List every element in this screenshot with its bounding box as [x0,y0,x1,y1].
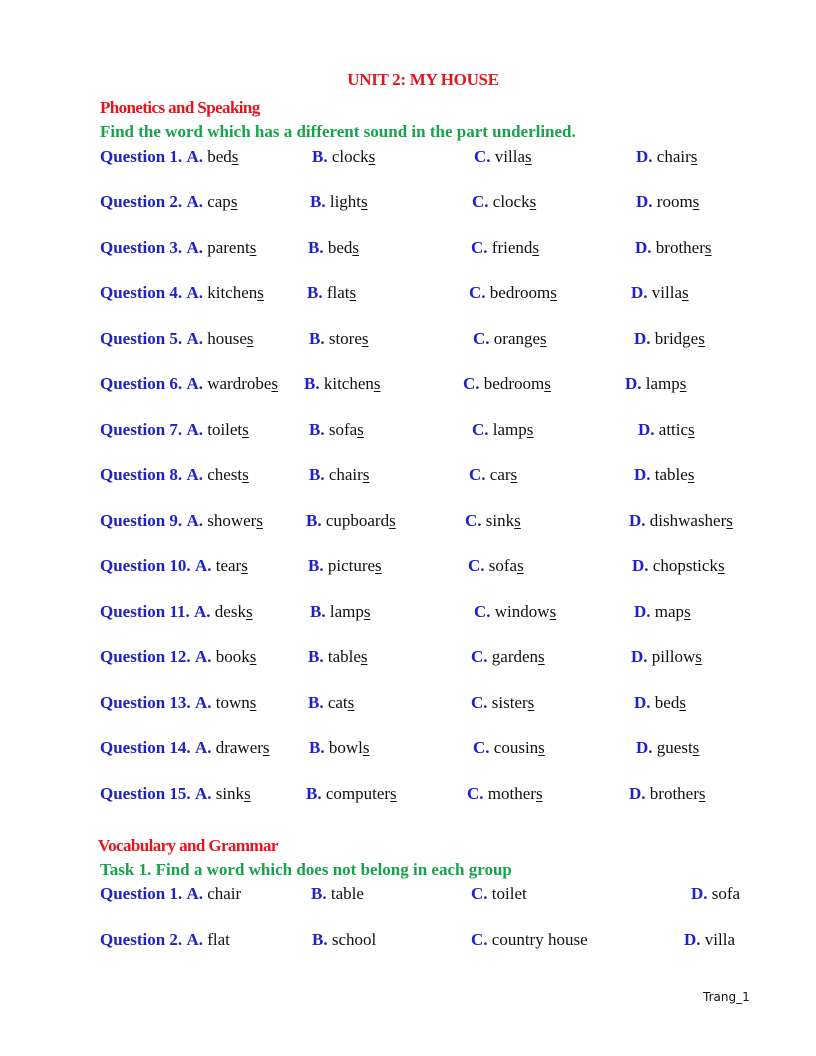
question-label: Question 1. [100,147,183,166]
answer-option [636,736,699,760]
answer-option [473,736,545,760]
option-word: lamp [492,420,527,439]
underlined-ending: s [544,374,551,393]
option-word: flat [326,283,350,302]
underlined-ending: s [390,784,397,803]
option-word: sofa [711,884,741,903]
answer-option [100,736,270,760]
phonetics-heading: Phonetics and Speaking [100,98,260,117]
answer-option [468,554,524,578]
underlined-ending: s [352,238,360,257]
option-letter: A. [186,884,203,903]
option-word: villa [494,147,525,166]
option-word: table [327,647,361,666]
answer-option [309,418,364,442]
option-letter: D. [638,420,655,439]
option-letter: B. [304,374,320,393]
option-word: shower [207,511,257,530]
answer-option [684,928,735,952]
page-title: UNIT 2: MY HOUSE [347,70,499,89]
option-letter: C. [471,647,488,666]
answer-option [474,145,532,169]
option-word: mother [487,784,536,803]
answer-option [100,190,237,214]
question-label: Question 15. [100,784,191,803]
answer-option [469,463,517,487]
underlined-ending: s [679,374,687,393]
option-word: parent [207,238,250,257]
option-letter: C. [472,192,489,211]
option-word: sofa [328,420,358,439]
option-letter: B. [312,147,328,166]
option-word: brother [655,238,705,257]
underlined-ending: s [360,647,368,666]
answer-option [472,190,536,214]
underlined-ending: s [249,693,257,712]
option-letter: A. [186,511,203,530]
vocabulary-heading: Vocabulary and Grammar [98,836,278,855]
underlined-ending: s [726,511,733,530]
answer-option [636,190,699,214]
underlined-ending: s [257,283,264,302]
underlined-ending: s [687,465,695,484]
answer-option [312,145,375,169]
answer-option [467,782,543,806]
answer-option [469,281,557,305]
option-word: cat [327,693,348,712]
option-letter: A. [194,738,212,757]
underlined-ending: s [373,374,381,393]
option-word: kitchen [323,374,374,393]
question-label: Question 1. [100,884,183,903]
answer-option [471,928,588,952]
option-word: map [654,602,685,621]
underlined-ending: s [695,647,702,666]
option-letter: C. [468,556,485,575]
option-letter: D. [634,329,651,348]
option-word: chair [328,465,363,484]
underlined-ending: s [262,738,270,757]
option-letter: A. [186,238,203,257]
answer-option [471,645,545,669]
underlined-ending: s [538,647,545,666]
answer-option [100,418,249,442]
underlined-ending: s [692,192,700,211]
underlined-ending: s [535,784,543,803]
option-letter: C. [469,283,486,302]
option-letter: D. [634,465,651,484]
underlined-ending: s [717,556,725,575]
option-letter: D. [684,930,701,949]
answer-option [463,372,551,396]
underlined-ending: s [532,238,539,257]
option-word: store [328,329,362,348]
answer-option [308,554,382,578]
option-letter: A. [194,784,212,803]
underlined-ending: s [389,511,396,530]
underlined-ending: s [550,283,557,302]
option-letter: A. [186,283,203,302]
option-word: bed [207,147,232,166]
underlined-ending: s [361,329,369,348]
option-letter: D. [634,693,651,712]
option-word: bridge [654,329,699,348]
answer-option [304,372,381,396]
answer-option [306,782,397,806]
underlined-ending: s [249,238,257,257]
answer-option [100,600,253,624]
option-word: country house [491,930,588,949]
option-word: lamp [645,374,680,393]
option-letter: C. [471,884,488,903]
answer-option [310,190,368,214]
question-label: Question 6. [100,374,183,393]
option-letter: D. [625,374,642,393]
option-letter: C. [473,738,490,757]
answer-option [308,236,359,260]
answer-option [309,736,369,760]
option-letter: B. [309,738,325,757]
answer-option [308,691,354,715]
answer-option [474,600,556,624]
option-letter: A. [194,602,211,621]
question-label: Question 4. [100,283,183,302]
answer-option [631,645,702,669]
option-word: friend [491,238,533,257]
option-letter: A. [186,420,203,439]
option-word: orange [493,329,541,348]
answer-option [631,281,689,305]
option-word: light [329,192,362,211]
answer-option [465,509,521,533]
answer-option [100,645,256,669]
option-word: sink [215,784,245,803]
answer-option [306,509,396,533]
option-word: chest [207,465,243,484]
answer-option [307,281,356,305]
option-letter: D. [632,556,649,575]
option-letter: C. [465,511,482,530]
answer-option [473,327,547,351]
option-letter: B. [309,420,325,439]
option-word: toilet [491,884,527,903]
option-letter: B. [309,329,325,348]
underlined-ending: s [230,192,238,211]
answer-option [471,236,539,260]
underlined-ending: s [242,465,249,484]
underlined-ending: s [249,647,257,666]
answer-option [634,691,686,715]
option-letter: D. [631,283,648,302]
option-word: sink [485,511,515,530]
underlined-ending: s [231,147,239,166]
option-word: dishwasher [649,511,727,530]
option-letter: B. [310,192,326,211]
option-letter: D. [629,511,646,530]
option-word: computer [325,784,391,803]
underlined-ending: s [271,374,279,393]
page-number: Trang_1 [703,990,750,1004]
option-word: table [330,884,364,903]
answer-option [100,236,256,260]
option-word: pillow [651,647,696,666]
underlined-ending: s [692,738,700,757]
option-letter: B. [306,784,322,803]
option-letter: C. [473,329,490,348]
answer-option [634,327,705,351]
answer-option [634,600,691,624]
underlined-ending: s [363,602,371,621]
underlined-ending: s [526,420,534,439]
answer-option [100,882,241,906]
underlined-ending: s [375,556,382,575]
answer-option [100,691,256,715]
option-word: school [331,930,377,949]
underlined-ending: s [347,693,355,712]
option-letter: D. [634,602,651,621]
answer-option [312,928,376,952]
underlined-ending: s [525,147,532,166]
underlined-ending: s [540,329,547,348]
option-word: desk [214,602,246,621]
option-word: cousin [493,738,539,757]
option-letter: B. [309,465,325,484]
option-word: clock [492,192,530,211]
option-word: attic [658,420,689,439]
underlined-ending: s [527,693,535,712]
underlined-ending: s [690,147,698,166]
option-letter: B. [312,930,328,949]
answer-option [311,882,364,906]
option-word: cupboard [325,511,390,530]
underlined-ending: s [357,420,364,439]
underlined-ending: s [361,192,368,211]
option-letter: A. [186,374,203,393]
answer-option [100,782,251,806]
answer-option [632,554,725,578]
underlined-ending: s [517,556,524,575]
option-word: toilet [207,420,243,439]
option-word: chopstick [652,556,718,575]
option-letter: D. [629,784,646,803]
option-letter: A. [194,556,212,575]
question-label: Question 5. [100,329,183,348]
option-letter: C. [471,238,488,257]
option-word: flat [207,930,230,949]
option-letter: A. [194,647,212,666]
underlined-ending: s [704,238,712,257]
option-word: bedroom [489,283,551,302]
option-letter: D. [631,647,648,666]
option-word: drawer [215,738,263,757]
option-letter: A. [186,465,203,484]
underlined-ending: s [242,420,249,439]
question-label: Question 11. [100,602,190,621]
question-label: Question 7. [100,420,183,439]
option-letter: A. [186,147,203,166]
answer-option [100,145,238,169]
answer-option [625,372,686,396]
option-letter: C. [471,693,488,712]
underlined-ending: s [688,420,695,439]
option-letter: B. [306,511,322,530]
underlined-ending: s [682,283,689,302]
option-word: lamp [329,602,364,621]
answer-option [100,327,254,351]
option-word: kitchen [207,283,258,302]
option-word: table [654,465,688,484]
option-letter: B. [308,556,324,575]
question-label: Question 14. [100,738,191,757]
option-letter: A. [186,329,203,348]
answer-option [100,554,248,578]
underlined-ending: s [514,511,521,530]
question-label: Question 12. [100,647,191,666]
option-letter: B. [307,283,323,302]
question-label: Question 3. [100,238,183,257]
answer-option [471,882,527,906]
answer-option [309,327,369,351]
option-letter: C. [474,602,491,621]
option-letter: D. [635,238,652,257]
option-word: window [494,602,550,621]
underlined-ending: s [362,738,370,757]
option-word: chair [656,147,691,166]
option-word: brother [649,784,699,803]
answer-option [100,372,278,396]
question-label: Question 9. [100,511,183,530]
option-letter: B. [310,602,326,621]
answer-option [100,928,230,952]
option-word: wardrobe [207,374,272,393]
option-letter: B. [308,647,324,666]
option-word: sofa [488,556,518,575]
underlined-ending: s [244,784,251,803]
underlined-ending: s [549,602,557,621]
underlined-ending: s [246,329,254,348]
option-word: house [207,329,247,348]
option-letter: A. [186,930,203,949]
option-letter: C. [471,930,488,949]
question-label: Question 13. [100,693,191,712]
answer-option [310,600,370,624]
option-word: villa [651,283,682,302]
option-word: sister [491,693,528,712]
option-letter: D. [691,884,708,903]
answer-option [100,463,249,487]
option-letter: C. [463,374,480,393]
underlined-ending: s [510,465,518,484]
answer-option [308,645,368,669]
option-word: town [215,693,250,712]
option-word: villa [704,930,735,949]
answer-option [638,418,695,442]
option-word: car [489,465,511,484]
option-letter: D. [636,192,653,211]
answer-option [629,509,733,533]
option-word: bed [327,238,353,257]
answer-option [100,281,264,305]
answer-option [100,509,263,533]
option-letter: C. [474,147,491,166]
option-word: book [215,647,250,666]
phonetics-instruction: Find the word which has a different sound in the part underlined. [100,122,576,141]
option-word: room [656,192,693,211]
underlined-ending: s [684,602,691,621]
question-label: Question 2. [100,930,183,949]
underlined-ending: s [245,602,253,621]
option-word: cap [207,192,231,211]
answer-option [629,782,706,806]
underlined-ending: s [698,784,706,803]
option-word: bowl [328,738,363,757]
answer-option [691,882,740,906]
answer-option [471,691,534,715]
underlined-ending: s [698,329,705,348]
option-word: clock [331,147,369,166]
option-letter: C. [469,465,486,484]
question-label: Question 8. [100,465,183,484]
answer-option [634,463,694,487]
option-word: picture [327,556,376,575]
answer-option [472,418,533,442]
option-letter: B. [308,693,324,712]
underlined-ending: s [256,511,263,530]
option-word: guest [656,738,693,757]
answer-option [309,463,369,487]
option-letter: D. [636,147,653,166]
underlined-ending: s [362,465,370,484]
option-letter: B. [308,238,324,257]
vocabulary-instruction: Task 1. Find a word which does not belong in each group [100,860,512,879]
option-word: garden [491,647,539,666]
underlined-ending: s [241,556,248,575]
option-word: bedroom [483,374,545,393]
option-word: tear [215,556,242,575]
answer-option [636,145,697,169]
option-letter: B. [311,884,327,903]
option-letter: C. [472,420,489,439]
underlined-ending: s [368,147,376,166]
option-word: bed [654,693,680,712]
option-word: chair [207,884,242,903]
answer-option [635,236,712,260]
question-label: Question 10. [100,556,191,575]
option-letter: C. [467,784,484,803]
option-letter: D. [636,738,653,757]
question-label: Question 2. [100,192,183,211]
underlined-ending: s [538,738,545,757]
underlined-ending: s [529,192,537,211]
underlined-ending: s [349,283,357,302]
option-letter: A. [194,693,212,712]
option-letter: A. [186,192,203,211]
underlined-ending: s [679,693,686,712]
